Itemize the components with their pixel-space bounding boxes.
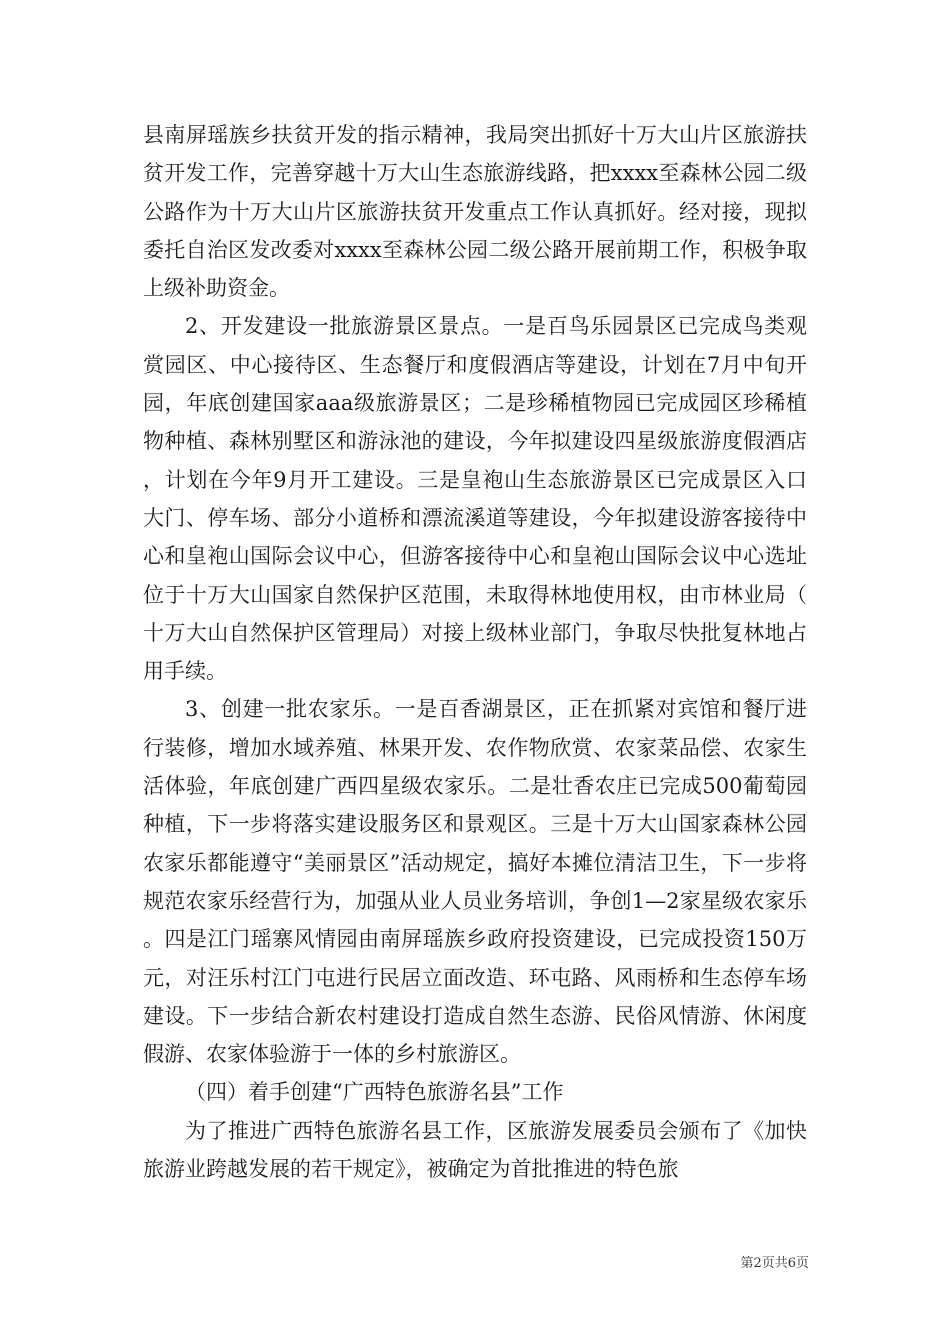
document-body <box>143 116 807 1188</box>
paragraph-farm-stays: 3、创建一批农家乐。一是百香湖景区，正在抓紧对宾馆和餐厅进行装修，增加水域养殖、林果开发、农作物欣赏、农家菜品偿、农家生活体验，年底创建广西四星级农家乐。二是壮香农庄已完成500葡萄园种植，下一步将落实建设服务区和景观区。三是十万大山国家森林公园农家乐都能遵守“美丽景区”活动规定，搞好本摊位清洁卫生，下一步将规范农家乐经营行为，加强从业人员业务培训，争创1—2家星级农家乐。四是江门瑶寨风情园由南屏瑶族乡政府投资建设，已完成投资150万元，对汪乐村江门屯进行民居立面改造、环屯路、风雨桥和生态停车场建设。下一步结合新农村建设打造成自然生态游、民俗风情游、休闲度假游、农家体验游于一体的乡村旅游区。 <box>143 697 807 1067</box>
paragraph-route-planning: 县南屏瑶族乡扶贫开发的指示精神，我局突出抓好十万大山片区旅游扶贫开发工作，完善穿越十万大山生态旅游线路，把xxxx至森林公园二级公路作为十万大山片区旅游扶贫开发重点工作认真抓好。经对接，现拟委托自治区发改委对xxxx至森林公园二级公路开展前期工作，积极争取上级补助资金。 <box>143 123 807 301</box>
paragraph-tourism-county: 为了推进广西特色旅游名县工作，区旅游发展委员会颁布了《加快旅游业跨越发展的若干规定》，被确定为首批推进的特色旅 <box>143 1118 807 1182</box>
page-number: 第2页共6页 <box>740 1256 809 1271</box>
paragraph-scenic-spots: 2、开发建设一批旅游景区景点。一是百鸟乐园景区已完成鸟类观赏园区、中心接待区、生态餐厅和度假酒店等建设，计划在7月中旬开园，年底创建国家aaa级旅游景区；二是珍稀植物园已完成园区珍稀植物种植、森林别墅区和游泳池的建设，今年拟建设四星级旅游度假酒店，计划在今年9月开工建设。三是皇袍山生态旅游景区已完成景区入口大门、停车场、部分小道桥和漂流溪道等建设，今年拟建设游客接待中心和皇袍山国际会议中心，但游客接待中心和皇袍山国际会议中心选址位于十万大山国家自然保护区范围，未取得林地使用权，由市林业局（十万大山自然保护区管理局）对接上级林业部门，争取尽快批复林地占用手续。 <box>143 314 807 684</box>
section-heading-tourism-county: （四）着手创建“广西特色旅游名县”工作 <box>185 1080 564 1105</box>
